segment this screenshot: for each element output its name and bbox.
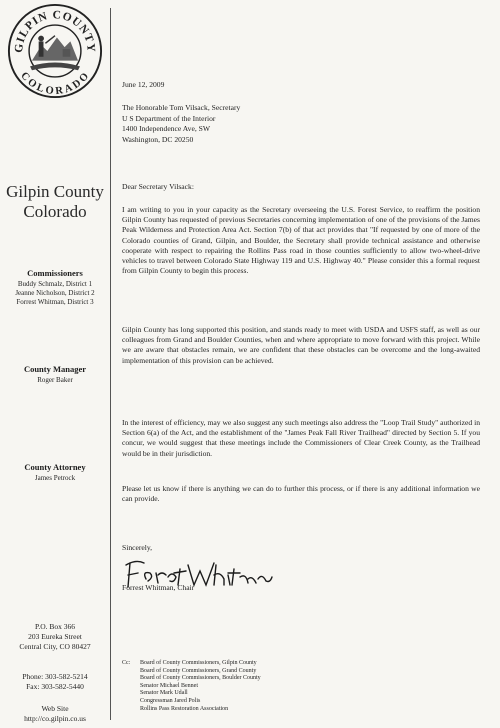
mailing-address bbox=[0, 622, 110, 652]
body-paragraph: In the interest of efficiency, may we also suggest any such meetings also address the "Loop Trail Study" authorized in Section 6(a) of the Act, and the establishment of the "James Peak Fall River Trailhead" directed by Section 5. If you concur, we would suggest that these meetings include the Commissioners of Clear Creek County, as the Trailhead would be in their jurisdiction. bbox=[122, 418, 480, 458]
county-attorney-heading: County Attorney bbox=[24, 462, 86, 472]
cc-item: Senator Mark Udall bbox=[140, 690, 188, 697]
signer-name: Forrest Whitman, Chair bbox=[122, 583, 195, 592]
cc-item: Board of County Commissioners, Boulder County bbox=[140, 675, 261, 682]
county-attorney-name: James Petrock bbox=[34, 474, 76, 482]
county-name-line2: Colorado bbox=[23, 202, 87, 221]
svg-text:COLORADO bbox=[18, 70, 92, 97]
body-paragraph: I am writing to you in your capacity as the Secretary overseeing the U.S. Forest Service, to reaffirm the position Gilpin County has requested of previous Secretaries concerning implementation of one of the provisions of the James Peak Wilderness and Protection Area Act. Section 7(b) of that act provides that "If requested by one of more of the Colorado counties of Grand, Gilpin, and Boulder, the Secretary shall provide technical assistance and otherwise cooperate with respect to repairing the Rollins Pass road in those counties sufficiently to allow two-wheel-drive vehicles to travel between Colorado State Highway 119 and U.S. Highway 40." Please consider this a formal request from Gilpin County to begin this process. bbox=[122, 205, 480, 276]
county-manager-heading: County Manager bbox=[23, 364, 87, 374]
website-label: Web Site bbox=[41, 704, 69, 713]
county-manager-name: Roger Baker bbox=[37, 376, 73, 384]
fax-number: Fax: 303-582-5440 bbox=[26, 682, 84, 691]
commissioner-item: Buddy Schmalz, District 1 bbox=[17, 280, 93, 288]
address-line: 203 Eureka Street bbox=[28, 632, 82, 641]
cc-label: Cc: bbox=[122, 660, 131, 666]
commissioners-list bbox=[0, 280, 110, 307]
cc-item: Senator Michael Bennet bbox=[140, 682, 198, 689]
body-paragraph: Gilpin County has long supported this position, and stands ready to meet with USDA and USFS staff, as well as our colleagues from Grand and Boulder Counties, when and where appropriate to move forward with this project. While we are aware that obstacles remain, we are confident that these obstacles can be overcome and the long-awaited implementation of this provision can be achieved. bbox=[122, 325, 480, 365]
cc-item: Board of County Commissioners, Gilpin County bbox=[140, 660, 257, 666]
salutation: Dear Secretary Vilsack: bbox=[122, 182, 194, 191]
phone-fax bbox=[0, 672, 110, 692]
cc-item: Rollins Pass Restoration Association bbox=[140, 705, 229, 712]
recipient-line: Washington, DC 20250 bbox=[122, 134, 194, 144]
address-line: Central City, CO 80427 bbox=[19, 642, 91, 651]
seal-top-text: GILPIN COUNTY bbox=[13, 9, 97, 54]
website-link[interactable]: http://co.gilpin.co.us bbox=[24, 714, 86, 723]
letter-date: June 12, 2009 bbox=[122, 80, 165, 89]
cc-item: Board of County Commissioners, Grand County bbox=[140, 667, 257, 674]
commissioner-item: Forrest Whitman, District 3 bbox=[16, 298, 94, 306]
cc-list bbox=[140, 660, 261, 713]
recipient-line: U S Department of the Interior bbox=[122, 113, 216, 123]
recipient-line: The Honorable Tom Vilsack, Secretary bbox=[122, 103, 241, 112]
website-block bbox=[0, 704, 110, 724]
county-seal-logo bbox=[7, 3, 103, 99]
address-line: P.O. Box 366 bbox=[34, 622, 75, 631]
column-divider bbox=[110, 8, 111, 720]
commissioners-heading: Commissioners bbox=[27, 268, 83, 278]
recipient-line: 1400 Independence Ave, SW bbox=[122, 124, 211, 134]
commissioner-item: Jeanne Nicholson, District 2 bbox=[15, 289, 95, 297]
county-name-line1: Gilpin County bbox=[6, 182, 104, 201]
recipient-address bbox=[122, 103, 240, 145]
seal-bottom-text: COLORADO bbox=[18, 70, 92, 98]
letterhead-sidebar bbox=[0, 0, 110, 728]
closing: Sincerely, bbox=[122, 543, 153, 552]
cc-item: Congressman Jared Polis bbox=[140, 697, 201, 704]
phone-number: Phone: 303-582-5214 bbox=[22, 672, 88, 681]
body-paragraph: Please let us know if there is anything we can do to further this process, or if there is any additional information we can provide. bbox=[122, 484, 480, 504]
county-name bbox=[0, 182, 110, 222]
